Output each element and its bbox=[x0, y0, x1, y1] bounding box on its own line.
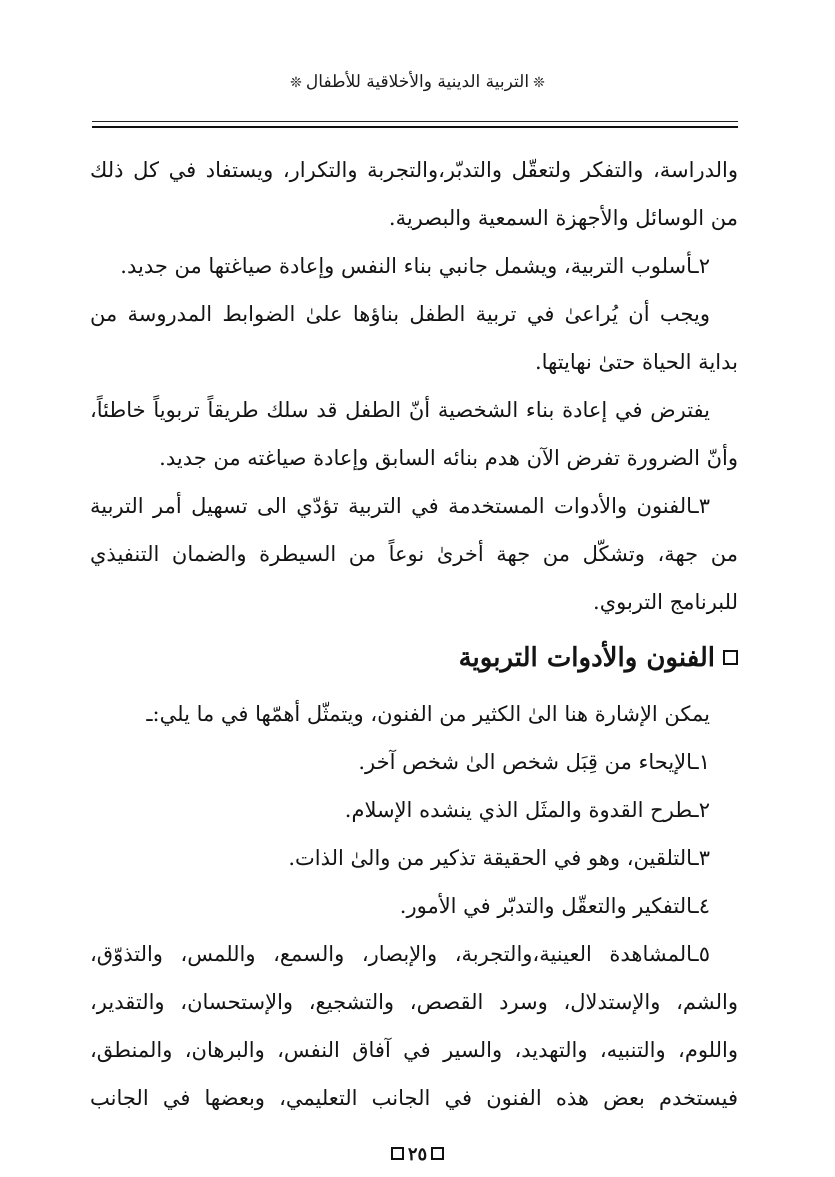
text-line: من الوسائل والأجهزة السمعية والبصرية. bbox=[388, 206, 738, 230]
running-header bbox=[0, 72, 835, 92]
text-line: وأنّ الضرورة تفرض الآن هدم بنائه السابق وإعادة صياغته من جديد. bbox=[159, 446, 738, 470]
numbered-list bbox=[90, 738, 738, 930]
text-line: ٢ـأسلوب التربية، ويشمل جانبي بناء النفس وإعادة صياغتها من جديد. bbox=[120, 254, 710, 278]
page-number-text: ٢٥ bbox=[407, 1144, 428, 1165]
text-line: يفترض في إعادة بناء الشخصية أنّ الطفل قد سلك طريقاً تربوياً خاطئاً، bbox=[90, 398, 710, 422]
text-line: واللوم، والتنبيه، والتهديد، والسير في آفاق النفس، والبرهان، والمنطق، bbox=[90, 1038, 738, 1062]
list-item: ٢ـطرح القدوة والمثَل الذي ينشده الإسلام. bbox=[344, 798, 710, 822]
text-line: ٥ـالمشاهدة العينية،والتجربة، والإبصار، والسمع، واللمس، والتذوّق، bbox=[90, 942, 710, 966]
text-line: ٣ـالفنون والأدوات المستخدمة في التربية تؤدّي الى تسهيل أمر التربية bbox=[90, 494, 710, 518]
text-line: والشم، والإستدلال، وسرد القصص، والتشجيع، والإستحسان، والتقدير، bbox=[90, 990, 738, 1014]
text-line: ويجب أن يُراعىٰ في تربية الطفل بناؤها علىٰ الضوابط المدروسة من bbox=[90, 302, 710, 326]
text-line: للبرنامج التربوي. bbox=[593, 590, 738, 614]
ornament-icon: ❊ bbox=[290, 75, 302, 91]
square-bullet-icon bbox=[723, 650, 738, 665]
text-line: يمكن الإشارة هنا الىٰ الكثير من الفنون، ويتمثّل أهمّها في ما يلي:ـ bbox=[146, 702, 710, 726]
header-rule-thin bbox=[92, 121, 738, 122]
section-heading-text: الفنون والأدوات التربوية bbox=[458, 643, 715, 673]
running-header-title: التربية الدينية والأخلاقية للأطفال bbox=[305, 72, 530, 92]
list-item: ٣ـالتلقين، وهو في الحقيقة تذكير من والىٰ الذات. bbox=[288, 846, 710, 870]
square-ornament-icon bbox=[391, 1147, 404, 1160]
list-item: ١ـالإيحاء من قِبَل شخص الىٰ شخص آخر. bbox=[358, 750, 710, 774]
list-item: ٤ـالتفكير والتعقّل والتدبّر في الأمور. bbox=[399, 894, 710, 918]
text-line: والدراسة، والتفكر ولتعقّل والتدبّر،والتجربة والتكرار، ويستفاد في كل ذلك bbox=[90, 158, 738, 182]
page-number bbox=[0, 1144, 835, 1165]
text-line: بداية الحياة حتىٰ نهايتها. bbox=[534, 350, 738, 374]
text-line: فيستخدم بعض هذه الفنون في الجانب التعليمي، وبعضها في الجانب bbox=[90, 1086, 738, 1110]
header-rule-thick bbox=[92, 126, 738, 128]
text-line: من جهة، وتشكّل من جهة أخرىٰ نوعاً من السيطرة والضمان التنفيذي bbox=[90, 542, 738, 566]
section-heading bbox=[90, 626, 738, 690]
ornament-icon: ❊ bbox=[533, 75, 545, 91]
page-body bbox=[90, 146, 738, 1122]
square-ornament-icon bbox=[431, 1147, 444, 1160]
